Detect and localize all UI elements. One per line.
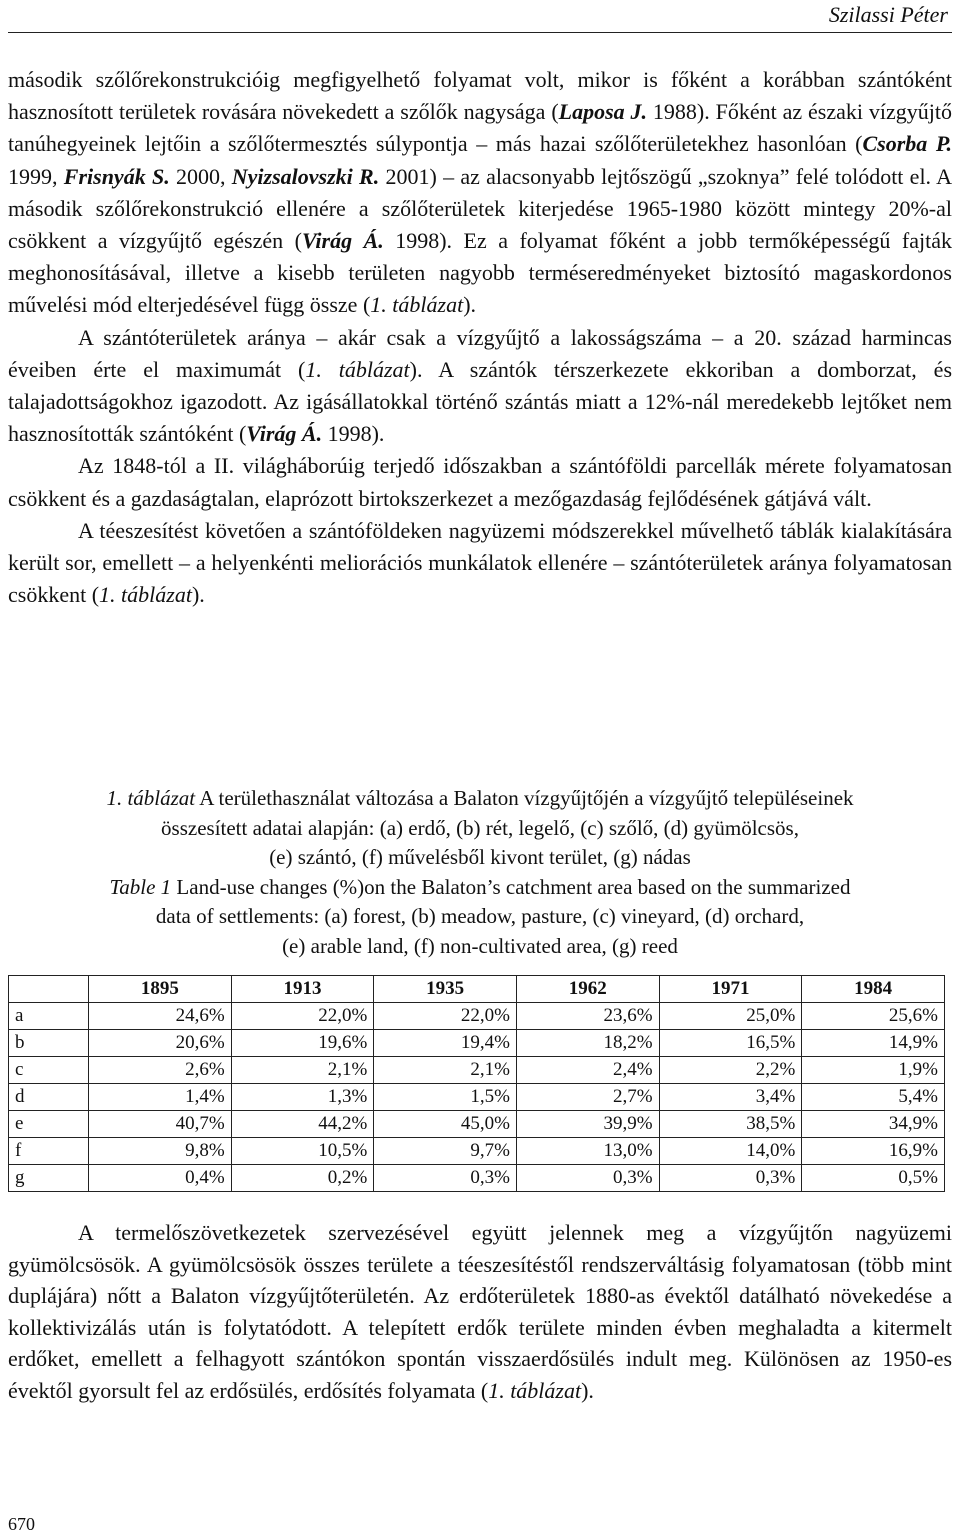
table-row [9,1138,945,1165]
table-cell: 24,6% [89,1003,232,1030]
table-cell: 20,6% [89,1030,232,1057]
table-cell: 18,2% [516,1030,659,1057]
table-cell: 25,0% [659,1003,802,1030]
caption-en-line-1: Table 1 Land-use changes (%)on the Balaton’s catchment area based on the summarized [109,874,851,899]
table-header-cell: 1895 [89,976,232,1003]
table-cell: 1,3% [231,1084,374,1111]
table-cell: 2,1% [231,1057,374,1084]
text-run: 1999, [8,163,64,189]
citation-text: Frisnyák S. [63,163,170,189]
table-header-cell: 1984 [802,976,945,1003]
row-label-cell: b [9,1030,89,1057]
paragraph-2 [8,322,952,451]
table-header-cell: 1971 [659,976,802,1003]
caption-hu-label: 1. táblázat [106,786,196,810]
text-run: 1988). Főként az északi vízgyűjtő tanúhegyeinek lejtőin a szőlőtermesztés súlypontja – más hazai szőlőterületekhez hasonlóan ( [8,99,952,157]
table-cell: 0,3% [374,1165,517,1192]
caption-en-line-2: data of settlements: (a) forest, (b) meadow, pasture, (c) vineyard, (d) orchard, [155,904,805,928]
row-label-cell: d [9,1084,89,1111]
citation-text: Laposa J. [558,99,648,125]
text-run: A téeszesítést követően a szántóföldeken nagyüzemi módszerekkel művelhető táblák kialakítására került sor, emellett – a helyenkénti meliorációs munkálatok ellenére – szántóterületek aránya folyamatosan csökkent ( [8,517,952,608]
row-label-cell: c [9,1057,89,1084]
land-use-table [8,975,945,1192]
table-row [9,1003,945,1030]
table-cell: 14,0% [659,1138,802,1165]
table-cell: 3,4% [659,1084,802,1111]
citation-text: Nyizsalovszki R. [231,163,380,189]
text-run: A termelőszövetkezetek szervezésével együtt jelennek meg a vízgyűjtőn nagyüzemi gyümölcsösök. A gyümölcsösök összes területe a téeszesítéstől rendszerváltásig folyamatosan (több mint duplájára) nőtt a Balaton vízgyűjtőterületén. Az erdőterületek 1880-as évektől datálható növekedése a kollektivizálás után is folytatódott. A telepített erdők területe minden évben meghaladta a kitermelt erdőket, emellett a felhagyott szántókon spontán visszaerdősülés indult meg. Különösen az 1950-es évektől gyorsult fel az erdősülés, erdősítés folyamata ( [8,1220,952,1403]
caption-hu-line-2: összesített adatai alapján: (a) erdő, (b) rét, legelő, (c) szőlő, (d) gyümölcsös, [161,815,799,840]
table-cell: 40,7% [89,1111,232,1138]
body-text-upper [8,64,952,611]
row-label-cell: e [9,1111,89,1138]
table-row [9,1165,945,1192]
table-body [9,1003,945,1192]
table-cell: 9,7% [374,1138,517,1165]
text-run: 1998). Ez a folyamat főként a jobb termőképességű fajták meghonosításával, illetve a kisebb területen nagyobb terméseredményeket biztosító magaskordonos művelési mód elterjedésével függ össze ( [8,228,952,318]
paragraph-5 [8,1217,952,1406]
table-cell: 2,6% [89,1057,232,1084]
page-number: 670 [8,1514,35,1534]
text-run: ). [463,292,477,318]
table-cell: 5,4% [802,1084,945,1111]
table-cell: 10,5% [231,1138,374,1165]
table-cell: 34,9% [802,1111,945,1138]
table-cell: 1,4% [89,1084,232,1111]
table-cell: 2,4% [516,1057,659,1084]
table-cell: 19,4% [374,1030,517,1057]
table-cell: 14,9% [802,1030,945,1057]
table-cell: 9,8% [89,1138,232,1165]
citation-text: 1. táblázat [488,1377,582,1403]
table-cell: 38,5% [659,1111,802,1138]
citation-text: 1. táblázat [305,356,410,382]
table-row [9,1030,945,1057]
text-run: 1998). [322,421,385,447]
table-row [9,1084,945,1111]
table-cell: 0,2% [231,1165,374,1192]
table-header-cell [9,976,89,1003]
table-header-row [9,976,945,1003]
table-cell: 2,7% [516,1084,659,1111]
row-label-cell: f [9,1138,89,1165]
body-text-lower [8,1217,952,1406]
caption-hu-line-3: (e) szántó, (f) művelésből kivont terület, (g) nádas [269,845,691,869]
table-caption [0,784,960,961]
table-row [9,1111,945,1138]
table-cell: 1,9% [802,1057,945,1084]
table-cell: 22,0% [231,1003,374,1030]
header-rule [8,32,952,33]
table-header-cell: 1913 [231,976,374,1003]
row-label-cell: a [9,1003,89,1030]
text-run: A szántóterületek aránya – akár csak a vízgyűjtő a lakosságszáma – a 20. század harmincas éveiben érte el maximumát ( [8,324,952,382]
text-run: második szőlőrekonstrukcióig megfigyelhető folyamat volt, mikor is főként a korábban szántóként hasznosított területek rovására növekedett a szőlők nagysága ( [8,67,952,125]
citation-text: Virág Á. [246,421,323,447]
text-run: ). A szántók térszerkezete ekkoriban a domborzat, és talajadottságokhoz igazodott. Az igásállatokkal történő szántás miatt a 12%-nál meredekebb lejtőket nem hasznosították szántóként ( [8,356,953,447]
text-run: 2001) – az alacsonyabb lejtőszögű „szoknya” felé tolódott el. A második szőlőrekonstrukció ellenére a szőlőterületek kiterjedése 1965-1980 között mintegy 20%-al csökkent a vízgyűjtő egészén ( [8,163,953,254]
table-cell: 19,6% [231,1030,374,1057]
citation-text: 1. táblázat [99,582,192,608]
table-cell: 16,5% [659,1030,802,1057]
table-row [9,1057,945,1084]
table-header-cell: 1935 [374,976,517,1003]
paragraph-1 [8,64,952,322]
table-cell: 0,5% [802,1165,945,1192]
table-cell: 0,3% [516,1165,659,1192]
table-cell: 13,0% [516,1138,659,1165]
table-cell: 0,4% [89,1165,232,1192]
table-cell: 2,1% [374,1057,517,1084]
running-header [0,0,960,40]
table-cell: 44,2% [231,1111,374,1138]
table-cell: 45,0% [374,1111,517,1138]
row-label-cell: g [9,1165,89,1192]
paragraph-3 [8,450,952,514]
caption-hu-line-1: 1. táblázat A területhasználat változása a Balaton vízgyűjtőjén a vízgyűjtő településeinek [106,786,854,810]
citation-text: Csorba P. [862,131,952,157]
table-cell: 2,2% [659,1057,802,1084]
table-cell: 23,6% [516,1003,659,1030]
paragraph-4 [8,515,952,612]
table-cell: 22,0% [374,1003,517,1030]
citation-text: 1. táblázat [370,292,464,318]
author-name: Szilassi Péter [828,2,948,27]
caption-en-line-3: (e) arable land, (f) non-cultivated area, (g) reed [282,933,678,958]
table-cell: 25,6% [802,1003,945,1030]
text-run: 2000, [169,163,232,189]
text-run: Az 1848-tól a II. világháborúig terjedő időszakban a szántóföldi parcellák mérete folyamatosan csökkent és a gazdaságtalan, elaprózott birtokszerkezet a mezőgazdaság fejlődésének gátjává vált. [8,453,952,511]
caption-en-label: Table 1 [109,874,172,899]
table-cell: 39,9% [516,1111,659,1138]
citation-text: Virág Á. [301,228,384,254]
table-header-cell: 1962 [516,976,659,1003]
text-run: ). [581,1377,594,1403]
table-cell: 0,3% [659,1165,802,1192]
text-run: ). [191,582,205,608]
table-cell: 16,9% [802,1138,945,1165]
table-cell: 1,5% [374,1084,517,1111]
